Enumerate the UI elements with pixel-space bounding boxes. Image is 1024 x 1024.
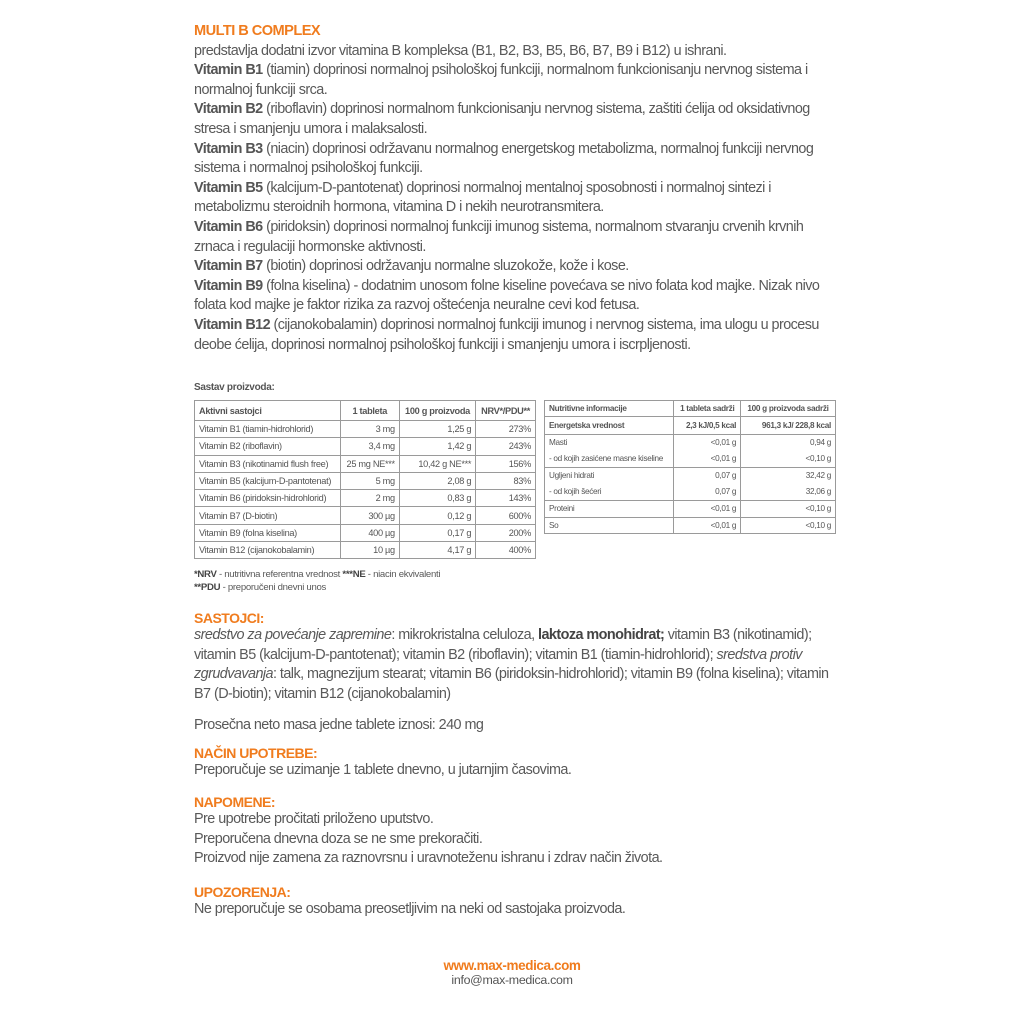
table-header-row: [195, 401, 536, 421]
vitamin-text: (kalcijum-D-pantotenat) doprinosi normalnoj mentalnoj sposobnosti i normalnoj sintezi i metabolizmu steroidnih hormona, vitamina D i nekih neurotransmitera.: [194, 179, 771, 216]
footnote-text: - nutritivna referentna vrednost: [216, 569, 343, 580]
table-cell: 1,25 g: [399, 421, 475, 438]
footnote-text: - niacin ekvivalenti: [365, 569, 441, 580]
table-row: [195, 421, 536, 438]
table-cell: 83%: [476, 472, 536, 489]
footnote-line: [194, 568, 440, 581]
ingredient-class: sredstvo za povećanje zapremine: [194, 627, 392, 643]
table-cell: Vitamin B2 (riboflavin): [195, 438, 341, 455]
usage-section: [194, 745, 571, 781]
section-heading: NAPOMENE:: [194, 794, 276, 810]
usage-text: Preporučuje se uzimanje 1 tablete dnevno, u jutarnjim časovima.: [194, 762, 572, 778]
vitamin-name: Vitamin B9: [194, 277, 263, 294]
table-header-row: [545, 401, 836, 417]
table-cell: [741, 468, 836, 501]
product-description: [194, 22, 844, 355]
table-cell: 4,17 g: [399, 542, 475, 559]
table-cell: 10,42 g NE***: [399, 455, 475, 472]
ingredient-class: sredstva protiv zgrudvavanja: [194, 646, 802, 683]
table-row: [545, 468, 836, 501]
ingredients-section: [194, 610, 834, 704]
cell-value: 32,06 g: [805, 487, 831, 496]
table-cell: 961,3 kJ/ 228,8 kcal: [741, 417, 836, 435]
row-label: Masti: [549, 438, 568, 447]
table-cell: [741, 435, 836, 468]
table-cell: Vitamin B12 (cijanokobalamin): [195, 542, 341, 559]
table-cell: 25 mg NE***: [340, 455, 399, 472]
cell-value: 0,94 g: [810, 438, 831, 447]
vitamin-paragraph: [194, 316, 844, 355]
table-cell: <0,01 g: [674, 517, 741, 534]
table-cell: 200%: [476, 524, 536, 541]
table-cell: 300 µg: [340, 507, 399, 524]
vitamin-paragraph: [194, 179, 844, 218]
table-row: [195, 524, 536, 541]
table-cell: Vitamin B5 (kalcijum-D-pantotenat): [195, 472, 341, 489]
table-cell: 243%: [476, 438, 536, 455]
remark-line: Proizvod nije zamena za raznovrsnu i uravnoteženu ishranu i zdrav način života.: [194, 850, 663, 867]
table-row: [545, 501, 836, 518]
table-cell: [674, 468, 741, 501]
column-header: 100 g proizvoda: [399, 401, 475, 421]
table-cell: 3 mg: [340, 421, 399, 438]
table-cell: Energetska vrednost: [545, 417, 674, 435]
vitamin-text: (cijanokobalamin) doprinosi normalnoj funkciji imunog i nervnog sistema, ima ulogu u procesu deobe ćelija, doprinosi normalnoj psihološkoj funkciji i smanjenju umora i iscrpljenosti.: [194, 316, 819, 353]
website-link[interactable]: www.max-medica.com: [443, 958, 581, 973]
cell-value: <0,01 g: [710, 438, 737, 447]
table-cell: 143%: [476, 490, 536, 507]
table-cell: <0,01 g: [674, 501, 741, 518]
ingredient-list: : talk, magnezijum stearat; vitamin B6 (piridoksin-hidrohlorid); vitamin B9 (folna kiselina); vitamin B7 (D-biotin); vitamin B12 (cijanokobalamin): [194, 666, 829, 702]
table-cell: 0,83 g: [399, 490, 475, 507]
column-header: 1 tableta: [340, 401, 399, 421]
footnote-key: ***NE: [342, 569, 366, 580]
footer: [0, 958, 1024, 987]
remark-line: Preporučena dnevna doza se ne sme prekoračiti.: [194, 830, 483, 847]
remark-line: Pre upotrebe pročitati priloženo uputstvo.: [194, 811, 434, 827]
vitamin-text: (tiamin) doprinosi normalnoj psihološkoj funkciji, normalnom funkcionisanju nervnog sistema i normalnoj funkciji srca.: [194, 62, 808, 98]
vitamin-text: (folna kiselina) - dodatnim unosom folne kiseline povećava se nivo folata kod majke. Nizak nivo folata kod majke je faktor rizika za razvoj oštećenja neuralne cevi kod fetusa.: [194, 277, 820, 314]
column-header: NRV*/PDU**: [476, 401, 536, 421]
ingredients-text: [194, 626, 834, 704]
composition-label: Sastav proizvoda:: [194, 382, 275, 393]
nutrition-table: [544, 400, 836, 534]
remarks-section: [194, 794, 663, 869]
section-heading: NAČIN UPOTREBE:: [194, 745, 318, 761]
vitamin-name: Vitamin B5: [194, 179, 263, 196]
table-cell: Vitamin B3 (nikotinamid flush free): [195, 455, 341, 472]
column-header: 1 tableta sadrži: [674, 401, 741, 417]
table-row: [195, 455, 536, 472]
footnote-line: [194, 581, 440, 594]
table-cell: 2,08 g: [399, 472, 475, 489]
table-cell: Vitamin B9 (folna kiselina): [195, 524, 341, 541]
vitamin-paragraph: [194, 277, 844, 316]
table-cell: 2 mg: [340, 490, 399, 507]
table-cell: 400%: [476, 542, 536, 559]
vitamin-name: Vitamin B3: [194, 140, 263, 157]
product-subtitle: predstavlja dodatni izvor vitamina B kompleksa (B1, B2, B3, B5, B6, B7, B9 i B12) u ishrani.: [194, 42, 727, 59]
table-row: [195, 507, 536, 524]
row-label: Ugljeni hidrati: [549, 471, 595, 480]
footnote-key: **PDU: [194, 582, 221, 593]
allergen: laktoza monohidrat;: [538, 627, 665, 643]
section-heading: UPOZORENJA:: [194, 884, 291, 900]
vitamin-name: Vitamin B1: [194, 62, 263, 79]
table-row: [545, 417, 836, 435]
table-cell: 0,12 g: [399, 507, 475, 524]
cell-value: <0,01 g: [710, 454, 737, 463]
table-cell: 0,17 g: [399, 524, 475, 541]
row-sublabel: - od kojih zasićene masne kiseline: [549, 454, 664, 463]
column-header: Aktivni sastojci: [195, 401, 341, 421]
email-link[interactable]: info@max-medica.com: [451, 973, 573, 987]
vitamin-name: Vitamin B7: [194, 258, 263, 275]
section-heading: SASTOJCI:: [194, 610, 264, 626]
table-footnotes: [194, 568, 440, 594]
table-cell: 5 mg: [340, 472, 399, 489]
column-header: 100 g proizvoda sadrži: [741, 401, 836, 417]
table-row: [545, 435, 836, 468]
table-cell: 156%: [476, 455, 536, 472]
table-cell: [545, 435, 674, 468]
table-row: [195, 490, 536, 507]
table-cell: So: [545, 517, 674, 534]
column-header: Nutritivne informacije: [545, 401, 674, 417]
table-cell: <0,10 g: [741, 517, 836, 534]
table-cell: 273%: [476, 421, 536, 438]
vitamin-paragraph: [194, 61, 844, 100]
table-cell: Vitamin B1 (tiamin-hidrohlorid): [195, 421, 341, 438]
table-cell: 1,42 g: [399, 438, 475, 455]
table-cell: 3,4 mg: [340, 438, 399, 455]
footnote-text: - preporučeni dnevni unos: [220, 582, 327, 593]
vitamin-paragraph: [194, 257, 844, 277]
vitamin-paragraph: [194, 218, 844, 257]
composition-table: [194, 400, 536, 559]
footnote-key: *NRV: [194, 569, 217, 580]
net-mass: Prosečna neto masa jedne tablete iznosi: 240 mg: [194, 717, 484, 733]
vitamin-text: (niacin) doprinosi održavanu normalnog energetskog metabolizma, normalnoj funkciji nervnog sistema i normalnoj psihološkoj funkciji.: [194, 140, 814, 177]
table-row: [545, 517, 836, 534]
cell-value: 32,42 g: [805, 471, 831, 480]
table-cell: 600%: [476, 507, 536, 524]
table-cell: [545, 468, 674, 501]
vitamin-name: Vitamin B2: [194, 101, 263, 118]
table-cell: 2,3 kJ/0,5 kcal: [674, 417, 741, 435]
cell-value: <0,10 g: [805, 454, 831, 463]
table-cell: Vitamin B6 (piridoksin-hidrohlorid): [195, 490, 341, 507]
product-title: MULTI B COMPLEX: [194, 23, 321, 39]
table-cell: <0,10 g: [741, 501, 836, 518]
vitamin-text: (biotin) doprinosi održavanju normalne sluzokože, kože i kose.: [262, 258, 629, 275]
ingredient-list: vitamin B3 (nikotinamid); vitamin B5 (kalcijum-D-pantotenat); vitamin B2 (riboflavin); vitamin B1 (tiamin-hidrohlorid);: [194, 627, 812, 663]
table-cell: [674, 435, 741, 468]
vitamin-text: (piridoksin) doprinosi normalnoj funkciji imunog sistema, normalnom stvaranju crvenih krvnih zrnaca i regulaciji hormonske aktivnosti.: [194, 218, 804, 255]
table-cell: 400 µg: [340, 524, 399, 541]
vitamin-text: (riboflavin) doprinosi normalnom funkcionisanju nervnog sistema, zaštiti ćelija od oksidativnog stresa i smanjenju umora i malaksalosti.: [194, 101, 810, 137]
vitamin-paragraph: [194, 100, 844, 139]
table-row: [195, 472, 536, 489]
table-row: [195, 438, 536, 455]
ingredient-list: : mikrokristalna celuloza,: [391, 627, 539, 643]
table-cell: Vitamin B7 (D-biotin): [195, 507, 341, 524]
vitamin-name: Vitamin B6: [194, 218, 263, 235]
table-cell: 10 µg: [340, 542, 399, 559]
row-sublabel: - od kojih šećeri: [549, 487, 602, 496]
warnings-section: [194, 884, 625, 920]
cell-value: 0,07 g: [715, 471, 737, 480]
cell-value: 0,07 g: [715, 487, 737, 496]
vitamin-name: Vitamin B12: [194, 316, 271, 333]
table-cell: Proteini: [545, 501, 674, 518]
vitamin-paragraph: [194, 140, 844, 179]
warning-text: Ne preporučuje se osobama preosetljivim na neki od sastojaka proizvoda.: [194, 901, 626, 917]
table-row: [195, 542, 536, 559]
